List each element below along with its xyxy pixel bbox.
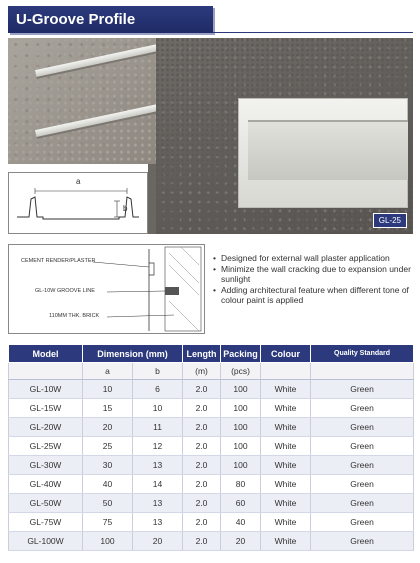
cell-packing: 100 [221,456,261,475]
wall-photo-strip [148,164,156,234]
cell-a: 30 [83,456,133,475]
cell-quality: Green [311,494,414,513]
cell-model: GL-20W [9,418,83,437]
header-model: Model [9,345,83,363]
feature-item: • Designed for external wall plaster application [213,253,413,263]
dimension-diagram [8,172,148,234]
groove-line-lower [35,97,156,139]
cell-length: 2.0 [183,475,221,494]
cell-colour: White [261,380,311,399]
cell-packing: 100 [221,399,261,418]
cell-b: 13 [133,494,183,513]
cell-quality: Green [311,399,414,418]
unit-length: (m) [183,363,221,380]
cell-a: 40 [83,475,133,494]
table-row [9,418,414,437]
unit-a: a [83,363,133,380]
cell-model: GL-50W [9,494,83,513]
cell-length: 2.0 [183,456,221,475]
cell-packing: 100 [221,437,261,456]
cell-packing: 80 [221,475,261,494]
cell-model: GL-10W [9,380,83,399]
feature-item: • Adding architectural feature when different tone of colour paint is applied [213,285,413,305]
cell-b: 11 [133,418,183,437]
cell-b: 13 [133,456,183,475]
cell-a: 100 [83,532,133,551]
cell-colour: White [261,494,311,513]
cell-b: 10 [133,399,183,418]
unit-model [9,363,83,380]
cell-length: 2.0 [183,494,221,513]
cell-packing: 60 [221,494,261,513]
cell-packing: 20 [221,532,261,551]
cell-length: 2.0 [183,418,221,437]
cell-b: 13 [133,513,183,532]
cell-colour: White [261,418,311,437]
cell-colour: White [261,532,311,551]
cell-quality: Green [311,456,414,475]
table-row [9,399,414,418]
label-cement-render: CEMENT RENDER/PLASTER [21,258,96,264]
table-row [9,456,414,475]
cell-b: 14 [133,475,183,494]
header-dimension: Dimension (mm) [83,345,183,363]
cell-colour: White [261,513,311,532]
table-header-row [9,345,414,363]
cell-a: 20 [83,418,133,437]
dimension-label-b: b [123,204,128,213]
cell-a: 50 [83,494,133,513]
table-row [9,513,414,532]
cell-packing: 100 [221,418,261,437]
cell-model: GL-30W [9,456,83,475]
cell-quality: Green [311,513,414,532]
cell-colour: White [261,399,311,418]
cell-b: 20 [133,532,183,551]
cell-quality: Green [311,380,414,399]
feature-list [213,253,413,306]
cell-length: 2.0 [183,532,221,551]
unit-packing: (pcs) [221,363,261,380]
cell-model: GL-75W [9,513,83,532]
header-colour: Colour [261,345,311,363]
cell-length: 2.0 [183,437,221,456]
profile-channel [248,120,408,180]
page-title: U-Groove Profile [8,6,213,33]
cell-packing: 40 [221,513,261,532]
cell-quality: Green [311,437,414,456]
cell-length: 2.0 [183,513,221,532]
photo-tag: GL-25 [373,213,407,228]
title-rule [213,32,413,33]
table-row [9,475,414,494]
cell-colour: White [261,475,311,494]
unit-b: b [133,363,183,380]
table-row [9,532,414,551]
cell-a: 25 [83,437,133,456]
groove-line-upper [35,38,156,79]
unit-colour [261,363,311,380]
cell-packing: 100 [221,380,261,399]
cell-quality: Green [311,532,414,551]
dimension-label-a: a [76,177,81,186]
cell-model: GL-100W [9,532,83,551]
cell-length: 2.0 [183,380,221,399]
wall-photo-left [8,38,156,164]
cell-quality: Green [311,475,414,494]
cell-a: 15 [83,399,133,418]
cell-colour: White [261,456,311,475]
unit-quality [311,363,414,380]
spec-table [8,344,414,551]
cell-quality: Green [311,418,414,437]
cell-colour: White [261,437,311,456]
table-row [9,437,414,456]
cell-a: 10 [83,380,133,399]
table-row [9,494,414,513]
header-quality: Quality Standard [311,345,414,363]
header-packing: Packing [221,345,261,363]
section-diagram [8,244,205,334]
label-brick: 110MM THK. BRICK [49,313,100,319]
cell-model: GL-25W [9,437,83,456]
cell-b: 12 [133,437,183,456]
cell-a: 75 [83,513,133,532]
label-groove-line: GL-10W GROOVE LINE [35,288,95,294]
table-units-row [9,363,414,380]
cell-b: 6 [133,380,183,399]
cell-length: 2.0 [183,399,221,418]
header-length: Length [183,345,221,363]
feature-item: • Minimize the wall cracking due to expansion under sunlight [213,264,413,284]
table-row [9,380,414,399]
cell-model: GL-15W [9,399,83,418]
cell-model: GL-40W [9,475,83,494]
